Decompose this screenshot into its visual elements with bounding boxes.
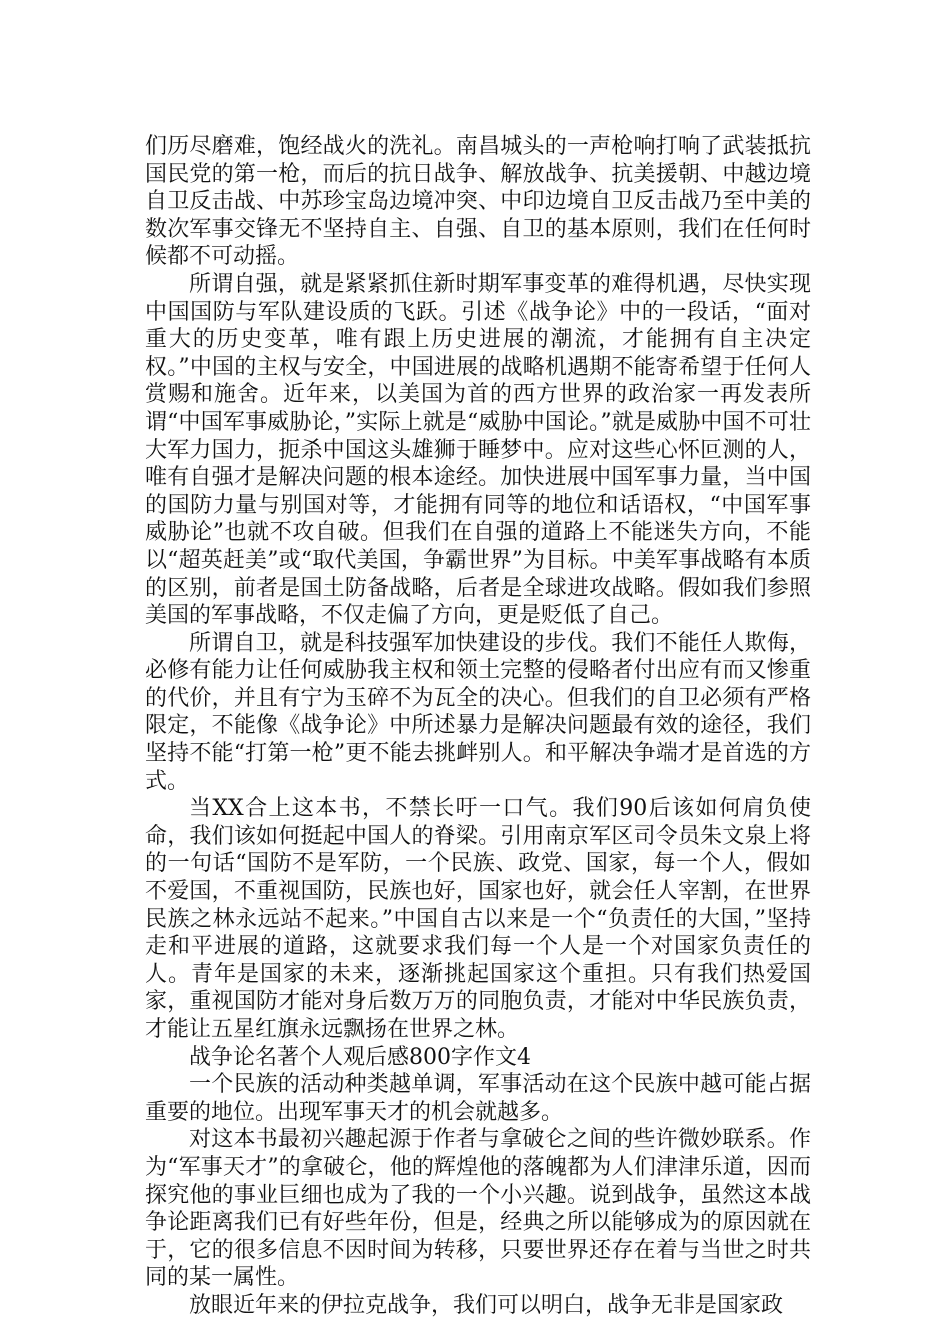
paragraph-reflection: 当XX合上这本书，不禁长吁一口气。我们90后该如何肩负使命，我们该如何挺起中国人的脊梁。引用南京军区司令员朱文泉上将的一句话“国防不是军防，一个民族、政党、国家，每一个人，假如不爱国，不重视国防，民族也好，国家也好，就会任人宰割，在世界民族之林永远站不起来。”中国自古以来是一个“负责任的大国，”坚持走和平进展的道路，这就要求我们每一个人是一个对国家负责任的人。青年是国家的未来，逐渐挑起国家这个重担。只有我们热爱国家，重视国防才能对身后数万万的同胞负责，才能对中华民族负责，才能让五星红旗永远飘扬在世界之林。 [145,796,811,1042]
paragraph-napoleon-interest: 对这本书最初兴趣起源于作者与拿破仑之间的些许微妙联系。作为“军事天才”的拿破仑，他的辉煌他的落魄都为人们津津乐道，因而探究他的事业巨细也成为了我的一个小兴趣。说到战争，虽然这本战争论距离我们已有好些年份，但是，经典之所以能够成为的原因就在于，它的很多信息不因时间为转移，只要世界还存在着与当世之时共同的某一属性。 [145,1127,811,1291]
section-heading: 战争论名著个人观后感800字作文4 [189,1044,531,1070]
paragraph-self-strengthening: 所谓自强，就是紧紧抓住新时期军事变革的难得机遇，尽快实现中国国防与军队建设质的飞跃。引述《战争论》中的一段话，“面对重大的历史变革，唯有跟上历史进展的潮流，才能拥有自主决定权。”中国的主权与安全，中国进展的战略机遇期不能寄希望于任何人赏赐和施舍。近年来，以美国为首的西方世界的政治家一再发表所谓“中国军事威胁论，”实际上就是“威胁中国论。”就是威胁中国不可壮大军力国力，扼杀中国这头雄狮于睡梦中。应对这些心怀叵测的人，唯有自强才是解决问题的根本途经。加快进展中国军事力量，当中国的国防力量与别国对等，才能拥有同等的地位和话语权，“中国军事威胁论”也就不攻自破。但我们在自强的道路上不能迷失方向，不能以“超英赶美”或“取代美国，争霸世界”为目标。中美军事战略有本质的区别，前者是国土防备战略，后者是全球进攻战略。假如我们参照美国的军事战略，不仅走偏了方向，更是贬低了自己。 [145,271,811,629]
paragraph-military-activity: 一个民族的活动种类越单调，军事活动在这个民族中越可能占据重要的地位。出现军事天才的机会就越多。 [145,1072,811,1125]
document-page [145,133,811,1320]
paragraph-iraq-war: 放眼近年来的伊拉克战争，我们可以明白，战争无非是国家政 [189,1292,784,1318]
paragraph-continuation: 们历尽磨难，饱经战火的洗礼。南昌城头的一声枪响打响了武装抵抗国民党的第一枪，而后的抗日战争、解放战争、抗美援朝、中越边境自卫反击战、中苏珍宝岛边境冲突、中印边境自卫反击战乃至中美的数次军事交锋无不坚持自主、自强、自卫的基本原则，我们在任何时候都不可动摇。 [145,134,811,270]
paragraph-self-defense: 所谓自卫，就是科技强军加快建设的步伐。我们不能任人欺侮，必修有能力让任何威胁我主权和领土完整的侵略者付出应有而又惨重的代价，并且有宁为玉碎不为瓦全的决心。但我们的自卫必须有严格限定，不能像《战争论》中所述暴力是解决问题最有效的途径，我们坚持不能“打第一枪”更不能去挑衅别人。和平解决争端才是首选的方式。 [145,630,811,794]
